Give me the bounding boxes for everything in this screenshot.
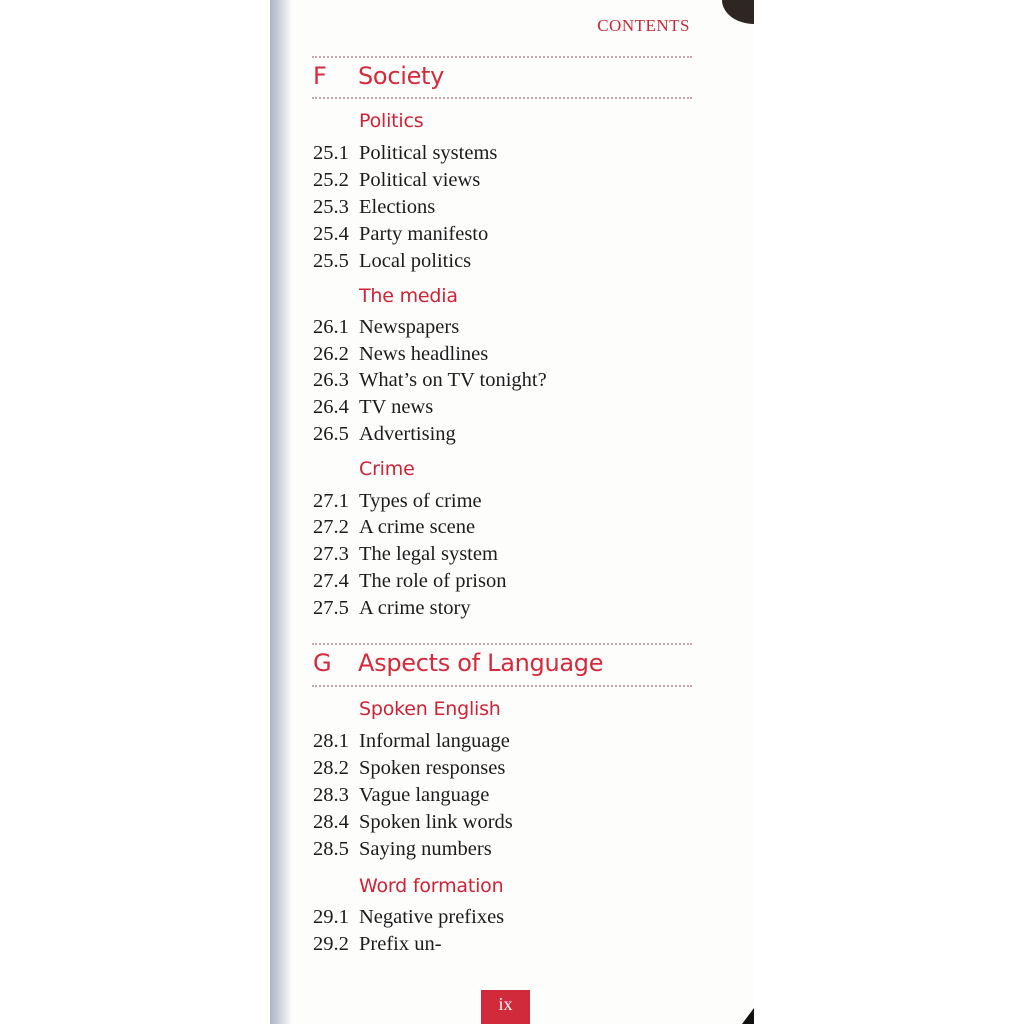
entry-number: 28.4 (313, 811, 349, 833)
entry-number: 26.4 (313, 396, 349, 418)
entry-title: Party manifesto (359, 223, 489, 245)
unit-title: Aspects of Language (358, 649, 604, 677)
toc-entry[interactable] (313, 221, 488, 248)
entry-number: 29.2 (313, 933, 349, 955)
toc-entry[interactable] (313, 782, 489, 809)
entry-title: What’s on TV tonight? (359, 369, 547, 391)
toc-entry[interactable] (313, 728, 510, 755)
toc-entry[interactable] (313, 755, 505, 782)
entry-title: Elections (359, 196, 436, 218)
toc-entry[interactable] (313, 341, 488, 368)
toc-entry[interactable] (313, 488, 482, 515)
entry-title: Spoken link words (359, 811, 513, 833)
entry-number: 26.1 (313, 316, 349, 338)
entry-number: 29.1 (313, 906, 349, 928)
divider-dotted (312, 685, 692, 687)
entry-number: 26.5 (313, 423, 349, 445)
entry-number: 27.1 (313, 490, 349, 512)
toc-entry[interactable] (313, 904, 504, 931)
entry-title: Saying numbers (359, 838, 492, 860)
entry-title: Spoken responses (359, 757, 506, 779)
entry-title: TV news (359, 396, 434, 418)
entry-number: 28.3 (313, 784, 349, 806)
entry-title: Informal language (359, 730, 510, 752)
toc-entry[interactable] (313, 421, 456, 448)
binding-shadow (270, 0, 292, 1024)
entry-title: Vague language (359, 784, 490, 806)
entry-title: The legal system (359, 543, 498, 565)
entry-number: 25.2 (313, 169, 349, 191)
entry-number: 26.2 (313, 343, 349, 365)
entry-title: Negative prefixes (359, 906, 505, 928)
entry-title: News headlines (359, 343, 489, 365)
divider-dotted (312, 56, 692, 58)
entry-number: 27.3 (313, 543, 349, 565)
toc-entry[interactable] (313, 140, 497, 167)
toc-entry[interactable] (313, 394, 433, 421)
toc-entry[interactable] (313, 568, 506, 595)
entry-title: Political views (359, 169, 481, 191)
toc-entry[interactable] (313, 314, 459, 341)
entry-title: Types of crime (359, 490, 482, 512)
entry-title: A crime story (359, 597, 471, 619)
entry-title: Newspapers (359, 316, 460, 338)
toc-entry[interactable] (313, 514, 475, 541)
toc-entry[interactable] (313, 836, 492, 863)
entry-number: 25.1 (313, 142, 349, 164)
entry-title: Local politics (359, 250, 472, 272)
section-heading: Politics (359, 110, 424, 132)
entry-title: Advertising (359, 423, 456, 445)
entry-title: Prefix un- (359, 933, 442, 955)
running-head: CONTENTS (597, 16, 690, 35)
entry-number: 28.2 (313, 757, 349, 779)
entry-number: 25.4 (313, 223, 349, 245)
divider-dotted (312, 643, 692, 645)
toc-entry[interactable] (313, 194, 435, 221)
entry-number: 28.1 (313, 730, 349, 752)
page-number-badge: ix (481, 990, 530, 1024)
section-heading: Crime (359, 458, 415, 480)
entry-number: 27.4 (313, 570, 349, 592)
unit-letter: F (313, 62, 327, 90)
entry-title: Political systems (359, 142, 498, 164)
section-heading: Spoken English (359, 698, 501, 720)
section-heading: Word formation (359, 875, 504, 897)
divider-dotted (312, 97, 692, 99)
toc-entry[interactable] (313, 167, 480, 194)
entry-number: 28.5 (313, 838, 349, 860)
toc-entry[interactable] (313, 595, 471, 622)
entry-number: 27.5 (313, 597, 349, 619)
entry-title: The role of prison (359, 570, 507, 592)
entry-number: 27.2 (313, 516, 349, 538)
section-heading: The media (359, 285, 458, 307)
page-corner-shadow-bottom (742, 1008, 754, 1024)
toc-entry[interactable] (313, 248, 471, 275)
toc-entry[interactable] (313, 809, 513, 836)
toc-entry[interactable] (313, 367, 547, 394)
toc-entry[interactable] (313, 541, 498, 568)
entry-number: 25.5 (313, 250, 349, 272)
entry-number: 25.3 (313, 196, 349, 218)
entry-title: A crime scene (359, 516, 476, 538)
toc-entry[interactable] (313, 931, 442, 958)
unit-title: Society (358, 62, 445, 90)
unit-letter: G (313, 649, 332, 677)
entry-number: 26.3 (313, 369, 349, 391)
